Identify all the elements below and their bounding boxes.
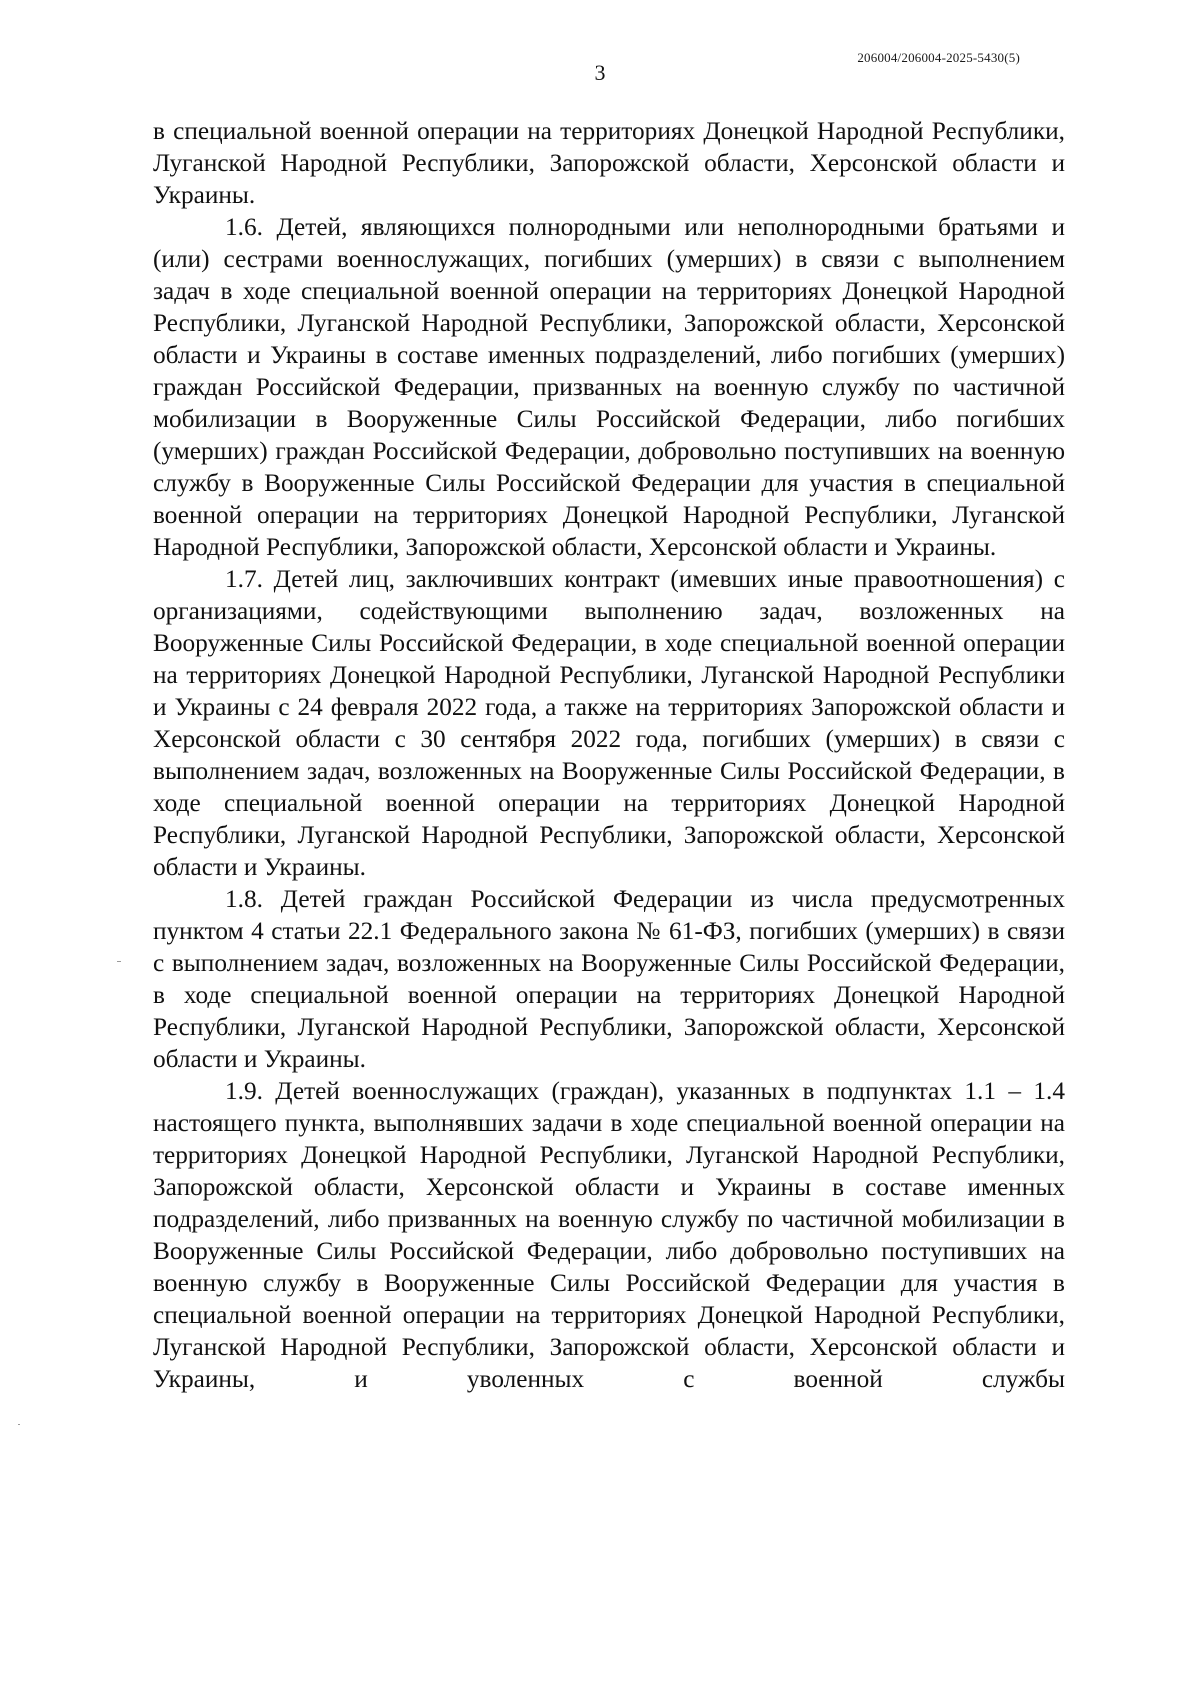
scan-speck: [117, 961, 121, 962]
paragraph-continuation: в специальной военной операции на территориях Донецкой Народной Республики, Луганской Народной Республики, Запорожской области, Херсонской области и Украины.: [153, 117, 1065, 209]
page-number: 3: [594, 60, 606, 85]
paragraph-1-7: 1.7. Детей лиц, заключивших контракт (имевших иные правоотношения) с организациями, содействующими выполнению задач, возложенных на Вооруженные Силы Российской Федерации, в ходе специальной военной операции на территориях Донецкой Народной Республики, Луганской Народной Республики и Украины с 24 февраля 2022 года, а также на территориях Запорожской области и Херсонской области с 30 сентября 2022 года, погибших (умерших) в связи с выполнением задач, возложенных на Вооруженные Силы Российской Федерации, в ходе специальной военной операции на территориях Донецкой Народной Республики, Луганской Народной Республики, Запорожской области, Херсонской области и Украины.: [153, 565, 1065, 881]
paragraph-1-8: 1.8. Детей граждан Российской Федерации из числа предусмотренных пунктом 4 статьи 22.1 Федерального закона № 61-ФЗ, погибших (умерших) в связи с выполнением задач, возложенных на Вооруженные Силы Российской Федерации, в ходе специальной военной операции на территориях Донецкой Народной Республики, Луганской Народной Республики, Запорожской области, Херсонской области и Украины.: [153, 885, 1065, 1073]
document-body: [153, 115, 1065, 1395]
document-id: 206004/206004-2025-5430(5): [857, 50, 1020, 65]
paragraph-1-6: 1.6. Детей, являющихся полнородными или неполнородными братьями и (или) сестрами военнослужащих, погибших (умерших) в связи с выполнением задач в ходе специальной военной операции на территориях Донецкой Народной Республики, Луганской Народной Республики, Запорожской области, Херсонской области и Украины в составе именных подразделений, либо погибших (умерших) граждан Российской Федерации, призванных на военную службу по частичной мобилизации в Вооруженные Силы Российской Федерации, либо погибших (умерших) граждан Российской Федерации, добровольно поступивших на военную службу в Вооруженные Силы Российской Федерации для участия в специальной военной операции на территориях Донецкой Народной Республики, Луганской Народной Республики, Запорожской области, Херсонской области и Украины.: [153, 213, 1065, 561]
paragraph-1-9: 1.9. Детей военнослужащих (граждан), указанных в подпунктах 1.1 – 1.4 настоящего пункта, выполнявших задачи в ходе специальной военной операции на территориях Донецкой Народной Республики, Луганской Народной Республики, Запорожской области, Херсонской области и Украины в составе именных подразделений, либо призванных на военную службу по частичной мобилизации в Вооруженные Силы Российской Федерации, либо добровольно поступивших на военную службу в Вооруженные Силы Российской Федерации для участия в специальной военной операции на территориях Донецкой Народной Республики, Луганской Народной Республики, Запорожской области, Херсонской области и Украины, и уволенных с военной службы: [153, 1077, 1065, 1393]
scan-speck: [18, 1424, 20, 1425]
